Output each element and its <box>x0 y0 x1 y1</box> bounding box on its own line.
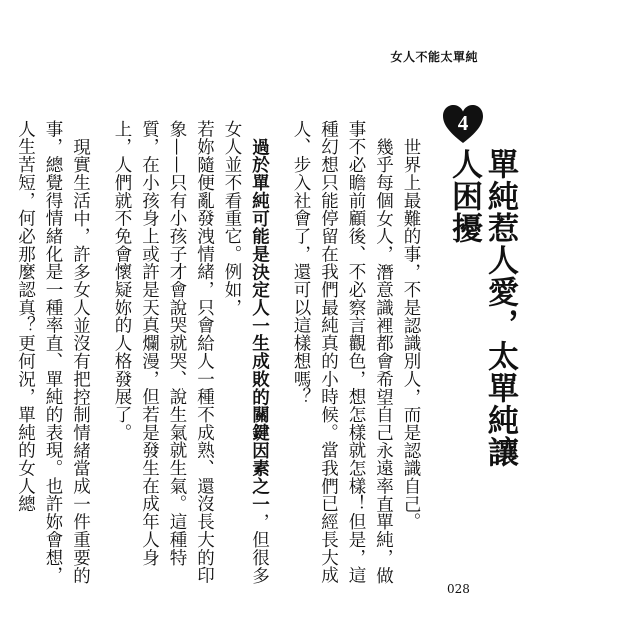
chapter-number: 4 <box>457 111 469 135</box>
paragraph: 現實生活中，許多女人並沒有把控制情緒當成一件重要的事，總覺得情緒化是一種率直、單純的表現。也許妳會想，人生苦短，何必那麼認真？更何況，單純的女人總 <box>15 120 91 585</box>
emphasis-paragraph <box>218 120 273 596</box>
emphasis-text: 過於單純可能是決定人一生成敗的關鍵因素之一 <box>249 137 270 513</box>
page-number: 028 <box>447 582 470 596</box>
chapter-title: 單純惹人愛，太單純讓人困擾 <box>446 148 518 468</box>
body-text <box>11 120 424 596</box>
paragraph: 世界上最難的事，不是認識別人，而是認識自己。 <box>401 137 421 531</box>
paragraph: 若妳隨便亂發洩情緒，只會給人一種不成熟、還沒長大的印象——只有小孩子才會說哭就哭、說生氣就生氣。這種特質，在小孩身上或許是天真爛漫，但若是發生在成年人身上，人們就不免會懷疑妳的人格發展了。 <box>112 120 215 585</box>
paragraph: 幾乎每個女人，潛意識裡都會希望自己永遠率直單純，做事不必瞻前顧後、不必察言觀色，想怎樣就怎樣！但是，這種幻想只能停留在我們最純真的小時候。當我們已經長大成人、步入社會了，還可以這樣想嗎？ <box>291 120 394 585</box>
heart-icon <box>442 104 484 146</box>
running-header: 女人不能太單純 <box>390 50 478 64</box>
emphasis-continuation: ，但很多女人並不看重它。例如， <box>222 120 270 584</box>
